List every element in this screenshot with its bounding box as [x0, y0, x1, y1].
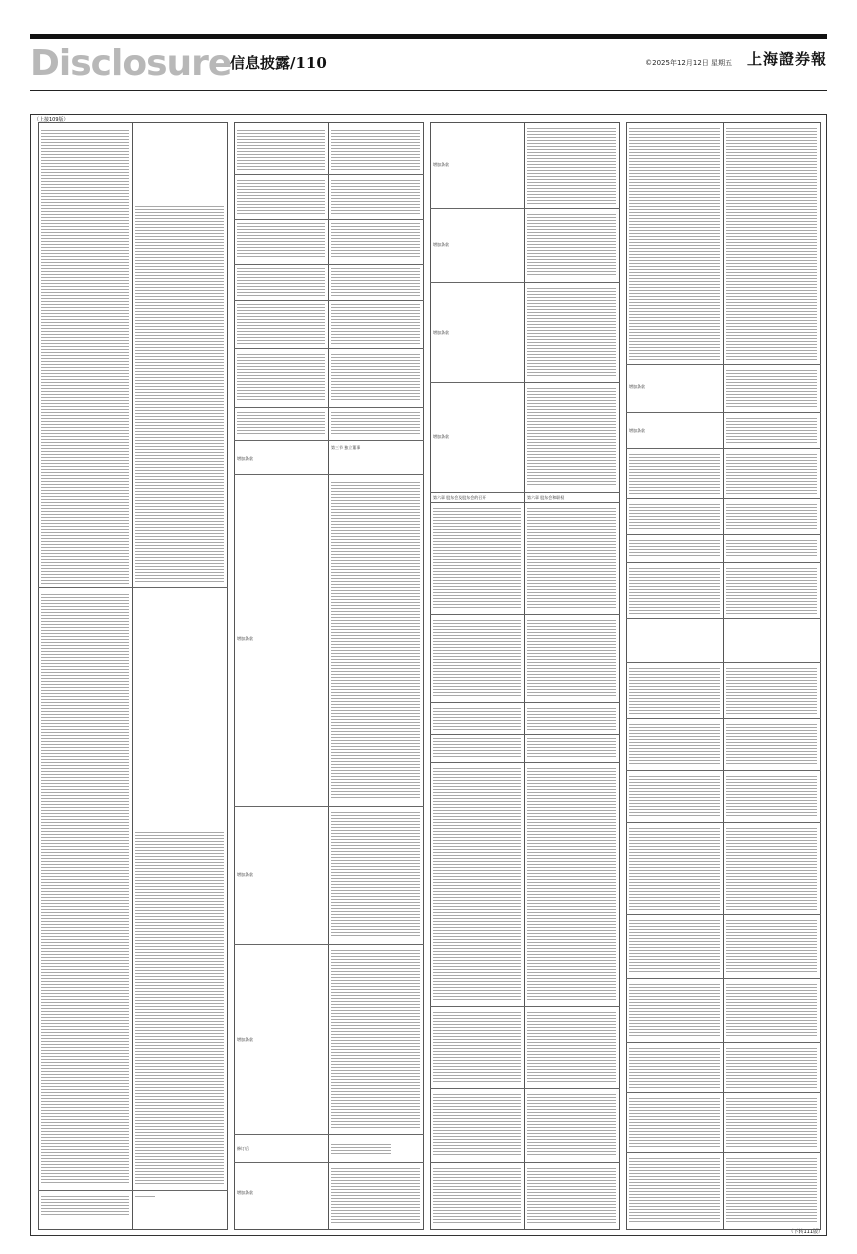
row-divider [38, 587, 228, 588]
body-text [527, 1168, 616, 1224]
row-divider [234, 300, 424, 301]
row-divider [234, 1162, 424, 1163]
body-text [726, 724, 817, 766]
body-text [629, 1158, 720, 1224]
row-divider [626, 412, 821, 413]
row-divider [626, 1092, 821, 1093]
body-text [237, 130, 325, 170]
body-text [331, 950, 420, 1128]
row-divider [234, 264, 424, 265]
chapter-heading: 第六章 股东会及股东会的召开 [433, 495, 487, 500]
body-text [41, 594, 129, 1184]
body-text [726, 776, 817, 818]
row-divider [234, 1134, 424, 1135]
body-text [135, 206, 224, 584]
body-text [331, 354, 420, 402]
body-text [135, 832, 224, 1184]
body-text [726, 454, 817, 494]
body-text [629, 1048, 720, 1088]
body-text [527, 738, 616, 758]
row-divider [626, 498, 821, 499]
cell-label: 修订后 [237, 1146, 249, 1151]
body-text [629, 724, 720, 766]
body-text [629, 128, 720, 360]
row-divider [430, 734, 620, 735]
row-divider [626, 718, 821, 719]
cell-label: 增加条款 [433, 162, 449, 167]
row-divider [430, 1088, 620, 1089]
body-text [527, 1094, 616, 1156]
row-divider [234, 440, 424, 441]
body-text [331, 1168, 420, 1224]
chapter-heading: 第六章 股东会和职权 [527, 495, 565, 500]
body-text [433, 738, 521, 758]
body-text [629, 1098, 720, 1148]
body-text [433, 1094, 521, 1156]
row-divider [234, 219, 424, 220]
body-text [41, 1196, 129, 1216]
table-divider [132, 122, 133, 1230]
body-text [726, 568, 817, 614]
body-text [237, 180, 325, 214]
row-divider [430, 762, 620, 763]
column-2 [234, 122, 424, 1230]
column-3 [430, 122, 620, 1230]
body-text [726, 828, 817, 910]
masthead [30, 42, 827, 84]
body-text [629, 454, 720, 494]
continued-to-label: （下转111版） [788, 1229, 823, 1235]
body-text [237, 223, 325, 259]
row-divider [626, 562, 821, 563]
body-text [433, 620, 521, 696]
row-divider [430, 702, 620, 703]
row-divider [626, 364, 821, 365]
row-divider [626, 618, 821, 619]
row-divider [626, 1042, 821, 1043]
row-divider [430, 614, 620, 615]
body-text [331, 812, 420, 938]
cell-label: 增加条款 [433, 330, 449, 335]
row-divider [626, 448, 821, 449]
body-text [237, 304, 325, 344]
body-text [629, 776, 720, 818]
row-divider [234, 348, 424, 349]
body-text [726, 984, 817, 1038]
body-text [237, 268, 325, 296]
row-divider [430, 208, 620, 209]
cell-label: 增加条款 [433, 242, 449, 247]
row-divider [626, 770, 821, 771]
body-text [726, 504, 817, 530]
cell-label: 增加条款 [237, 872, 253, 877]
cell-label: 增加条款 [237, 456, 253, 461]
body-text [726, 668, 817, 714]
body-text [629, 828, 720, 910]
row-divider [626, 534, 821, 535]
continued-from-label: （上接109版） [34, 117, 69, 123]
row-divider [430, 1162, 620, 1163]
row-divider [430, 502, 620, 503]
row-divider [430, 382, 620, 383]
body-text [527, 388, 616, 486]
body-text [726, 128, 817, 360]
body-text [527, 768, 616, 1000]
section-title: 信息披露/110 [230, 54, 327, 72]
row-divider [234, 474, 424, 475]
body-text [726, 418, 817, 444]
row-divider [626, 914, 821, 915]
body-text [433, 768, 521, 1000]
row-divider [626, 1152, 821, 1153]
body-text [527, 288, 616, 376]
body-text [527, 1012, 616, 1082]
body-text [331, 223, 420, 259]
row-divider [234, 407, 424, 408]
body-text [527, 508, 616, 608]
body-text [331, 180, 420, 214]
body-text [629, 984, 720, 1038]
body-text [135, 1196, 155, 1199]
cell-label: 增加条款 [629, 428, 645, 433]
body-text [331, 482, 420, 800]
body-text [527, 128, 616, 204]
row-divider [38, 1190, 228, 1191]
body-text [41, 130, 129, 584]
body-text [433, 1012, 521, 1082]
body-text [331, 1144, 391, 1154]
body-text [629, 668, 720, 714]
row-divider [430, 492, 620, 493]
row-divider [234, 174, 424, 175]
body-text [726, 920, 817, 974]
newspaper-logo: 上海證券報 [746, 50, 827, 68]
brand-title: Disclosure [30, 43, 232, 84]
body-text [237, 412, 325, 436]
masthead-rule [30, 90, 827, 91]
column-4 [626, 122, 821, 1230]
body-text [726, 370, 817, 408]
table-divider [328, 122, 329, 1230]
cell-label: 增加条款 [237, 636, 253, 641]
body-text [629, 540, 720, 558]
body-text [527, 708, 616, 730]
table-divider [524, 122, 525, 1230]
row-divider [430, 282, 620, 283]
cell-label: 增加条款 [433, 434, 449, 439]
row-divider [234, 944, 424, 945]
cell-label: 增加条款 [237, 1190, 253, 1195]
body-text [331, 268, 420, 296]
body-text [527, 620, 616, 696]
cell-label: 增加条款 [629, 384, 645, 389]
column-1 [38, 122, 228, 1230]
body-text [433, 708, 521, 730]
top-rule [30, 34, 827, 39]
body-text [331, 304, 420, 344]
chapter-heading: 第三节 独立董事 [331, 445, 361, 450]
body-text [726, 1098, 817, 1148]
row-divider [626, 978, 821, 979]
body-text [629, 920, 720, 974]
body-text [433, 508, 521, 608]
table-divider [723, 122, 724, 1230]
body-text [331, 130, 420, 170]
body-text [629, 504, 720, 530]
row-divider [234, 806, 424, 807]
body-text [527, 214, 616, 276]
body-text [726, 1158, 817, 1224]
body-text [629, 568, 720, 614]
row-divider [626, 662, 821, 663]
body-text [237, 354, 325, 402]
body-text [726, 1048, 817, 1088]
body-text [331, 412, 420, 436]
cell-label: 增加条款 [237, 1037, 253, 1042]
body-text [433, 1168, 521, 1224]
body-text [726, 540, 817, 558]
dateline: ©2025年12月12日 星期五 [645, 59, 732, 67]
row-divider [626, 822, 821, 823]
row-divider [430, 1006, 620, 1007]
